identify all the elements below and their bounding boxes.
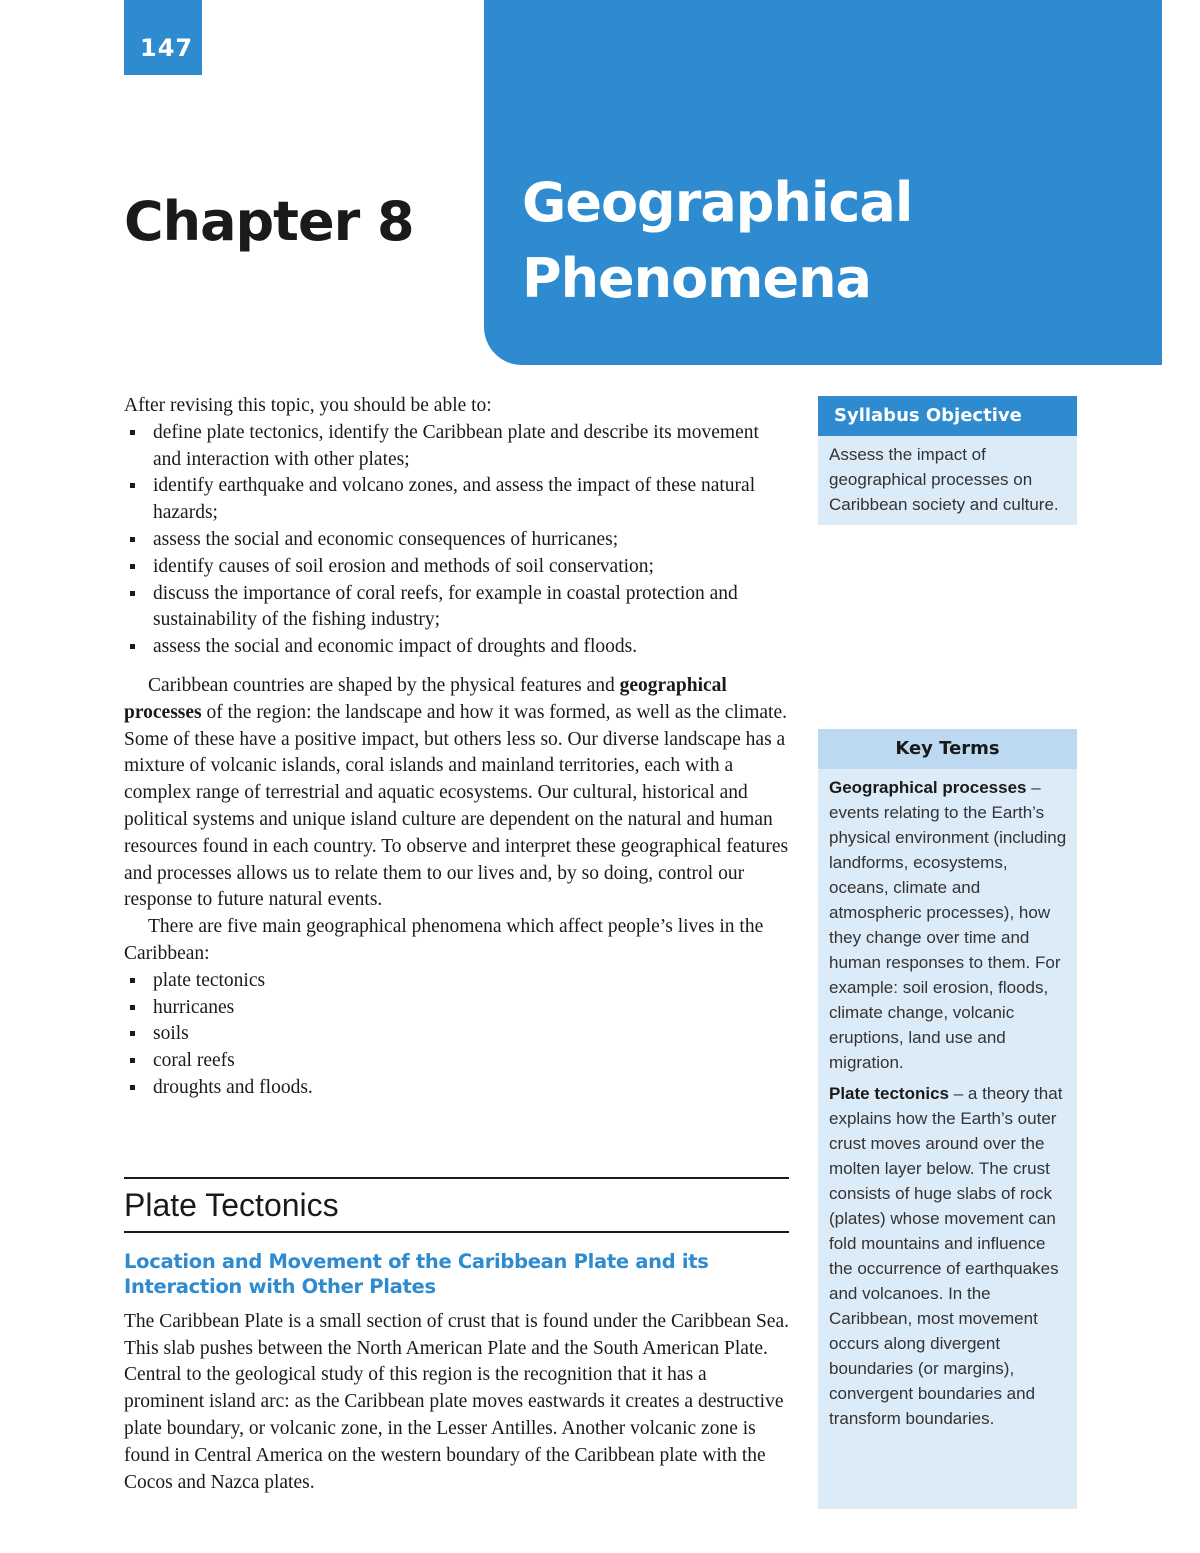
- list-item: discuss the importance of coral reefs, for example in coastal protection and sustainability of the fishing industry;: [124, 581, 789, 635]
- list-item: soils: [124, 1021, 789, 1048]
- phenomena-list: [124, 968, 789, 1102]
- list-item: identify causes of soil erosion and methods of soil conservation;: [124, 554, 789, 581]
- list-item: assess the social and economic impact of droughts and floods.: [124, 634, 789, 661]
- section-divider: [124, 1177, 789, 1179]
- key-terms-body: [818, 769, 1077, 1439]
- syllabus-objective-text: Assess the impact of geographical processes on Caribbean society and culture.: [829, 445, 1059, 514]
- key-terms-box: [818, 729, 1077, 1509]
- objectives-intro: After revising this topic, you should be able to:: [124, 395, 492, 416]
- syllabus-objective-title: Syllabus Objective: [818, 396, 1077, 436]
- key-term-entry: [829, 775, 1067, 1075]
- list-item: coral reefs: [124, 1048, 789, 1075]
- list-item: hurricanes: [124, 995, 789, 1022]
- list-item: identify earthquake and volcano zones, and assess the impact of these natural hazards;: [124, 473, 789, 527]
- key-terms-title: Key Terms: [818, 729, 1077, 769]
- syllabus-objective-box: [818, 396, 1077, 525]
- chapter-title-line-1: Geographical: [522, 171, 913, 234]
- section-body: The Caribbean Plate is a small section of crust that is found under the Caribbean Sea. This slab pushes between the North American Plate and the South American Plate. Central to the geological study of this region is the recognition that it has a prominent island arc: as the Caribbean plate moves eastwards it creates a destructive plate boundary, or volcanic zone, in the Lesser Antilles. Another volcanic zone is found in Central America on the western boundary of the Caribbean plate with the Cocos and Nazca plates.: [124, 1310, 789, 1493]
- intro-paragraph: [124, 673, 789, 914]
- chapter-title: [522, 165, 912, 317]
- intro-rest: of the region: the landscape and how it was formed, as well as the climate. Some of these have a positive impact, but others less so. Our diverse landscape has a mixture of volcanic islands, coral islands and mainland territories, each with a complex range of terrestrial and aquatic ecosystems. Our cultural, historical and political systems and unique island culture are dependent on the natural and human resources found in each country. To observe and interpret these geographical features and processes allows us to relate them to our lives and, by so doing, control our response to future natural events.: [124, 701, 789, 911]
- list-item: plate tectonics: [124, 968, 789, 995]
- intro-bold-term: geographical processes: [124, 674, 727, 723]
- list-item: assess the social and economic consequences of hurricanes;: [124, 527, 789, 554]
- key-term: Plate tectonics: [829, 1084, 949, 1103]
- list-item: droughts and floods.: [124, 1075, 789, 1102]
- key-term: Geographical processes: [829, 778, 1027, 797]
- syllabus-objective-body: [818, 436, 1077, 525]
- chapter-title-line-2: Phenomena: [522, 247, 871, 310]
- key-term-definition: – a theory that explains how the Earth’s outer crust moves around over the molten layer below. The crust consists of huge slabs of rock (plates) whose movement can fold mountains and influence the occurrence of earthquakes and volcanoes. In the Caribbean, most movement occurs along divergent boundaries (or margins), convergent boundaries and transform boundaries.: [829, 1084, 1063, 1428]
- chapter-label: Chapter 8: [124, 190, 414, 253]
- objectives-list: [124, 420, 789, 661]
- main-column: [124, 393, 789, 1496]
- intro-lead: Caribbean countries are shaped by the physical features and: [148, 674, 615, 696]
- key-term-definition: – events relating to the Earth’s physical environment (including landforms, ecosystems, oceans, climate and atmospheric processes), how they change over time and human responses to them. For example: soil erosion, floods, climate change, volcanic eruptions, land use and migration.: [829, 778, 1067, 1072]
- phenomena-intro: There are five main geographical phenomena which affect people’s lives in the Caribbean:: [124, 916, 764, 964]
- page-number: 147: [124, 0, 202, 75]
- list-item: define plate tectonics, identify the Caribbean plate and describe its movement and interaction with other plates;: [124, 420, 789, 474]
- section-heading: Plate Tectonics: [124, 1181, 789, 1233]
- section-subheading: Location and Movement of the Caribbean Plate and its Interaction with Other Plates: [124, 1249, 709, 1298]
- key-term-entry: [829, 1081, 1067, 1431]
